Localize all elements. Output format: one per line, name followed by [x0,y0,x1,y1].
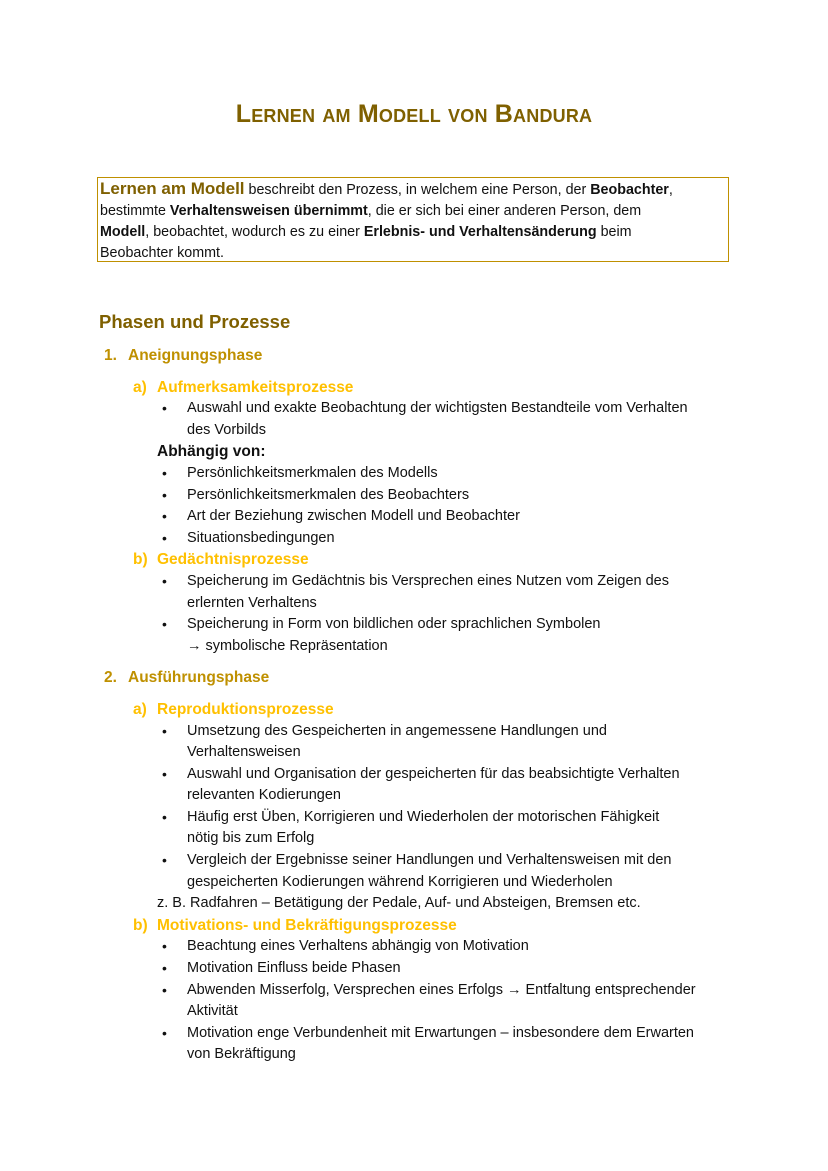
bullet-text: des Vorbilds [187,421,266,438]
example-text: z. B. Radfahren – Betätigung der Pedale, Auf- und Absteigen, Bremsen etc. [157,895,641,912]
bullet-text: nötig bis zum Erfolg [187,830,315,847]
bullet-line [0,958,828,980]
bullet-icon: • [162,486,167,503]
bullet-icon: • [162,464,167,481]
bullet-text: Aktivität [187,1003,238,1020]
subprocess-label: Gedächtnisprozesse [157,551,309,569]
dependent-label-text: Abhängig von: [157,443,266,461]
subprocess-letter: a) [133,700,147,718]
bullet-line [0,485,828,507]
text: , [668,182,673,198]
bullet-text: Speicherung im Gedächtnis bis Versprechen eines Nutzen vom Zeigen des [187,572,669,589]
bullet-text: von Bekräftigung [187,1046,296,1063]
bullet-text: Auswahl und exakte Beobachtung der wichtigsten Bestandteile vom Verhalten [187,400,688,417]
bold-term: Erlebnis- und Verhaltensänderung [363,224,597,240]
bullet-line [0,764,828,786]
bullet-text: Motivation Einfluss beide Phasen [187,960,401,977]
subprocess-letter: b) [133,916,148,934]
bullet-icon: • [162,1024,167,1041]
bullet-line [0,1044,828,1066]
bullet-icon: • [162,529,167,546]
text: , beobachtet, wodurch es zu einer [145,224,364,240]
bullet-text: Auswahl und Organisation der gespeicherten für das beabsichtigte Verhalten [187,765,680,782]
bullet-text: erlernten Verhaltens [187,594,317,611]
bullet-icon: • [162,765,167,782]
bullet-line [0,398,828,420]
bullet-line [0,571,828,593]
subprocess-letter: a) [133,378,147,396]
phase-heading [0,345,828,367]
subprocess-label: Aufmerksamkeitsprozesse [157,378,354,396]
bullet-line [0,506,828,528]
bullet-icon: • [162,981,167,998]
bullet-text: Häufig erst Üben, Korrigieren und Wiederholen der motorischen Fähigkeit [187,808,660,825]
bold-term: Modell [100,224,146,240]
bullet-line [0,872,828,894]
bullet-icon: • [162,508,167,525]
phase-label: Ausführungsphase [128,669,270,687]
definition-term: Lernen am Modell [100,179,245,198]
document-title: Lernen am Modell von Bandura [235,100,593,128]
bullet-icon: • [162,572,167,589]
subprocess-label: Reproduktionsprozesse [157,700,334,718]
bullet-line [0,850,828,872]
bold-term: Verhaltensweisen übernimmt [169,203,368,219]
bullet-text: Beachtung eines Verhaltens abhängig von Motivation [187,938,529,955]
bullet-line [0,936,828,958]
bullet-text: Situationsbedingungen [187,529,335,546]
dependent-label [0,441,828,463]
bullet-text: Motivation enge Verbundenheit mit Erwartungen – insbesondere dem Erwarten [187,1024,694,1041]
bullet-icon: • [162,400,167,417]
phases-list [0,345,828,1066]
bullet-text: Persönlichkeitsmerkmalen des Beobachters [187,486,470,503]
bullet-text: Verhaltensweisen [187,744,301,761]
section-heading: Phasen und Prozesse [99,311,291,332]
text: beim [596,224,632,240]
definition-box [97,177,729,262]
bullet-line [0,463,828,485]
bullet-line [0,785,828,807]
bullet-text: relevanten Kodierungen [187,787,341,804]
bullet-line [0,636,828,658]
bullet-line [0,721,828,743]
bullet-icon: • [162,616,167,633]
bullet-line [0,1023,828,1045]
subprocess-heading [0,699,828,721]
text: bestimmte [100,203,170,219]
bullet-line [0,614,828,636]
bullet-icon: • [162,852,167,869]
bullet-text: Abwenden Misserfolg, Versprechen eines Erfolgs → Entfaltung entsprechender [187,981,696,998]
bullet-line [0,828,828,850]
bullet-text: Art der Beziehung zwischen Modell und Beobachter [187,508,520,525]
bullet-line [0,807,828,829]
bullet-icon: • [162,722,167,739]
bullet-text: Persönlichkeitsmerkmalen des Modells [187,464,438,481]
bullet-line [0,593,828,615]
bullet-icon: • [162,808,167,825]
subprocess-label: Motivations- und Bekräftigungsprozesse [157,916,457,934]
bold-term: Beobachter [590,182,669,198]
bullet-text: Umsetzung des Gespeicherten in angemessene Handlungen und [187,722,607,739]
text: , die er sich bei einer anderen Person, dem [367,203,642,219]
bullet-line [0,420,828,442]
bullet-line [0,980,828,1002]
phase-number: 1. [104,347,117,364]
bullet-line [0,528,828,550]
phase-heading [0,667,828,689]
phase-label: Aneignungsphase [128,347,263,364]
subprocess-heading [0,377,828,399]
bullet-text: Vergleich der Ergebnisse seiner Handlungen und Verhaltensweisen mit den [187,852,672,869]
subprocess-heading [0,915,828,937]
bullet-line [0,1001,828,1023]
text: beschreibt den Prozess, in welchem eine Person, der [244,182,591,198]
bullet-icon: • [162,938,167,955]
subprocess-heading [0,549,828,571]
example-line [0,893,828,915]
subprocess-letter: b) [133,551,148,569]
phase-number: 2. [104,669,117,687]
bullet-icon: • [162,960,167,977]
bullet-line [0,742,828,764]
bullet-text: Speicherung in Form von bildlichen oder sprachlichen Symbolen [187,616,601,633]
bullet-text: → symbolische Repräsentation [187,637,388,654]
text: Beobachter kommt. [100,245,224,261]
bullet-text: gespeicherten Kodierungen während Korrigieren und Wiederholen [187,873,613,890]
